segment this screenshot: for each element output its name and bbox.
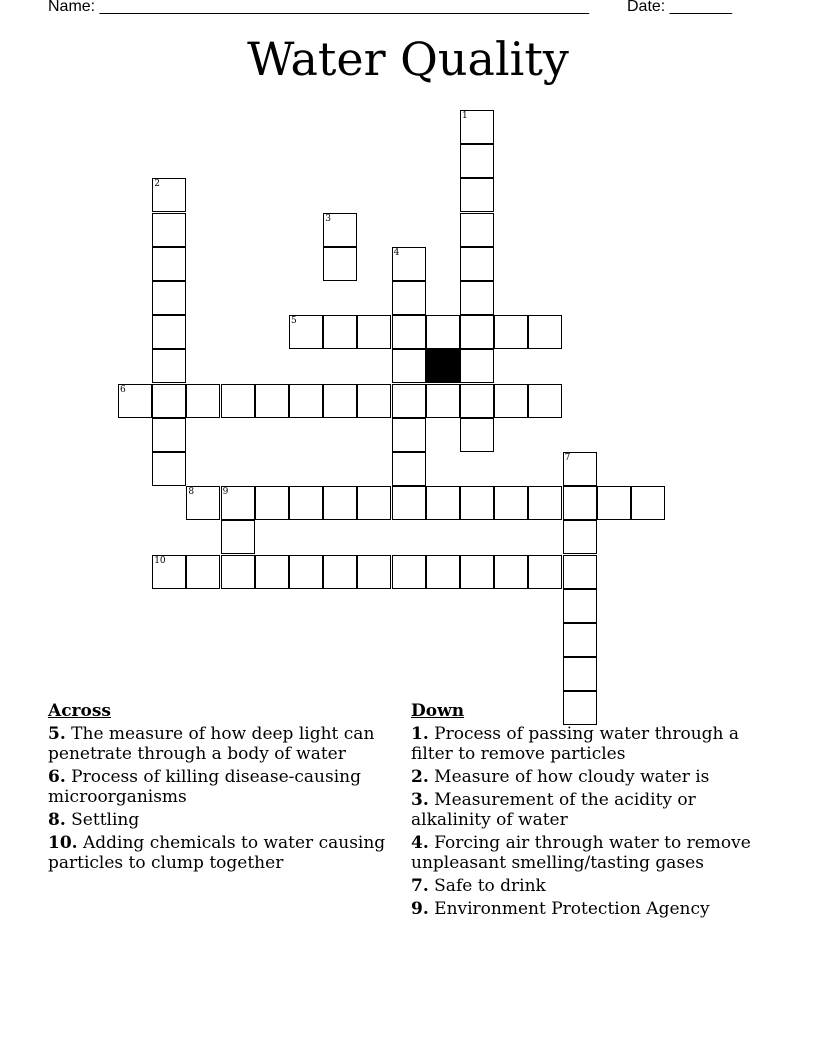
clue-text: Environment Protection Agency [434, 899, 710, 919]
clue-number-label: 2 [154, 179, 160, 190]
grid-cell[interactable] [152, 418, 186, 452]
grid-cell[interactable] [426, 315, 460, 349]
grid-cell[interactable] [152, 349, 186, 383]
grid-cell[interactable] [563, 486, 597, 520]
grid-cell[interactable] [392, 555, 426, 589]
clue-number: 2. [411, 767, 429, 787]
grid-cell[interactable] [528, 384, 562, 418]
grid-cell[interactable] [392, 452, 426, 486]
across-heading: Across [48, 701, 111, 721]
grid-cell[interactable] [528, 486, 562, 520]
grid-cell[interactable] [118, 384, 152, 418]
clue-number: 4. [411, 833, 429, 853]
grid-cell[interactable] [357, 486, 391, 520]
grid-cell[interactable] [597, 486, 631, 520]
grid-cell[interactable] [631, 486, 665, 520]
grid-cell[interactable] [152, 281, 186, 315]
grid-cell[interactable] [460, 144, 494, 178]
grid-cell[interactable] [152, 178, 186, 212]
grid-cell[interactable] [357, 315, 391, 349]
grid-cell[interactable] [460, 486, 494, 520]
clue-number: 10. [48, 833, 78, 853]
clue-number: 6. [48, 767, 66, 787]
clue-number-label: 3 [325, 213, 331, 224]
grid-cell[interactable] [289, 555, 323, 589]
grid-cell[interactable] [563, 452, 597, 486]
clue-number-label: 4 [393, 247, 400, 258]
grid-cell[interactable] [323, 384, 357, 418]
grid-cell[interactable] [460, 418, 494, 452]
clue-text: Settling [71, 810, 140, 830]
clue-number-label: 6 [120, 384, 126, 395]
puzzle-title: Water Quality [247, 32, 569, 86]
grid-cell[interactable] [563, 555, 597, 589]
grid-cell[interactable] [426, 486, 460, 520]
clue-text: Process of passing water through a filter to remove particles [411, 724, 740, 764]
grid-cell[interactable] [563, 657, 597, 691]
grid-cell[interactable] [392, 418, 426, 452]
clue-number-label: 10 [154, 555, 166, 566]
grid-cell[interactable] [323, 247, 357, 281]
grid-cell[interactable] [255, 555, 289, 589]
clue-number-label: 8 [188, 487, 195, 498]
grid-cell[interactable] [494, 486, 528, 520]
down-clue [411, 790, 751, 830]
grid-cell[interactable] [323, 555, 357, 589]
clue-number: 8. [48, 810, 66, 830]
down-clue [411, 767, 751, 787]
grid-cell[interactable] [221, 384, 255, 418]
grid-cell[interactable] [289, 384, 323, 418]
grid-cell[interactable] [186, 555, 220, 589]
grid-cell[interactable] [460, 178, 494, 212]
across-clue [48, 724, 398, 764]
grid-cell[interactable] [392, 247, 426, 281]
grid-cell[interactable] [323, 213, 357, 247]
grid-cell[interactable] [221, 486, 255, 520]
clue-text: Adding chemicals to water causing particles to clump together [48, 833, 386, 873]
grid-cell[interactable] [255, 486, 289, 520]
clue-number-label: 1 [462, 111, 468, 121]
name-field-line: Name: _______________________________________________________ [48, 0, 589, 15]
clue-number: 3. [411, 790, 429, 810]
grid-cell[interactable] [563, 520, 597, 554]
grid-cell[interactable] [528, 555, 562, 589]
clue-text: Measurement of the acidity or alkalinity of water [411, 790, 696, 830]
grid-cell[interactable] [426, 384, 460, 418]
grid-cell[interactable] [289, 315, 323, 349]
down-clues [411, 701, 751, 922]
clue-number: 5. [48, 724, 66, 744]
grid-cell[interactable] [460, 555, 494, 589]
clue-number: 1. [411, 724, 429, 744]
clue-text: Measure of how cloudy water is [434, 767, 710, 787]
down-heading: Down [411, 701, 465, 721]
clue-number-label: 9 [222, 487, 229, 498]
grid-cell[interactable] [152, 555, 186, 589]
grid-cell[interactable] [152, 213, 186, 247]
clue-number: 9. [411, 899, 429, 919]
grid-cell[interactable] [186, 486, 220, 520]
grid-cell[interactable] [392, 486, 426, 520]
across-clue [48, 810, 398, 830]
grid-cell[interactable] [392, 281, 426, 315]
down-clue [411, 876, 751, 896]
clue-text: Safe to drink [434, 876, 546, 896]
grid-cell[interactable] [289, 486, 323, 520]
grid-cell[interactable] [494, 315, 528, 349]
grid-cell[interactable] [460, 247, 494, 281]
grid-cell[interactable] [563, 589, 597, 623]
grid-cell[interactable] [152, 247, 186, 281]
grid-cell[interactable] [152, 384, 186, 418]
clue-number-label: 7 [564, 453, 571, 463]
date-field-line: Date: _______ [627, 0, 732, 15]
grid-cell[interactable] [152, 452, 186, 486]
down-clue [411, 833, 751, 873]
grid-cell[interactable] [186, 384, 220, 418]
grid-cell[interactable] [460, 213, 494, 247]
grid-cell[interactable] [152, 315, 186, 349]
grid-block [426, 349, 460, 383]
grid-cell[interactable] [392, 384, 426, 418]
grid-cell[interactable] [460, 384, 494, 418]
grid-cell[interactable] [323, 315, 357, 349]
grid-cell[interactable] [494, 384, 528, 418]
clue-number: 7. [411, 876, 429, 896]
across-clue [48, 767, 398, 807]
clue-number-label: 5 [291, 316, 297, 327]
clue-text: The measure of how deep light can penetrate through a body of water [48, 724, 375, 764]
grid-cell[interactable] [255, 384, 289, 418]
grid-cell[interactable] [392, 315, 426, 349]
grid-cell[interactable] [221, 555, 255, 589]
grid-cell[interactable] [494, 555, 528, 589]
across-clues [48, 701, 398, 876]
grid-cell[interactable] [392, 349, 426, 383]
down-clue [411, 899, 751, 919]
grid-cell[interactable] [357, 384, 391, 418]
across-clue [48, 833, 398, 873]
grid-cell[interactable] [460, 315, 494, 349]
grid-cell[interactable] [221, 520, 255, 554]
down-clue [411, 724, 751, 764]
grid-cell[interactable] [460, 110, 494, 144]
grid-cell[interactable] [460, 281, 494, 315]
grid-cell[interactable] [323, 486, 357, 520]
grid-cell[interactable] [528, 315, 562, 349]
grid-cell[interactable] [563, 623, 597, 657]
clue-text: Process of killing disease-causing microorganisms [48, 767, 361, 807]
grid-cell[interactable] [426, 555, 460, 589]
grid-cell[interactable] [357, 555, 391, 589]
grid-cell[interactable] [460, 349, 494, 383]
clue-text: Forcing air through water to remove unpleasant smelling/tasting gases [411, 833, 751, 873]
